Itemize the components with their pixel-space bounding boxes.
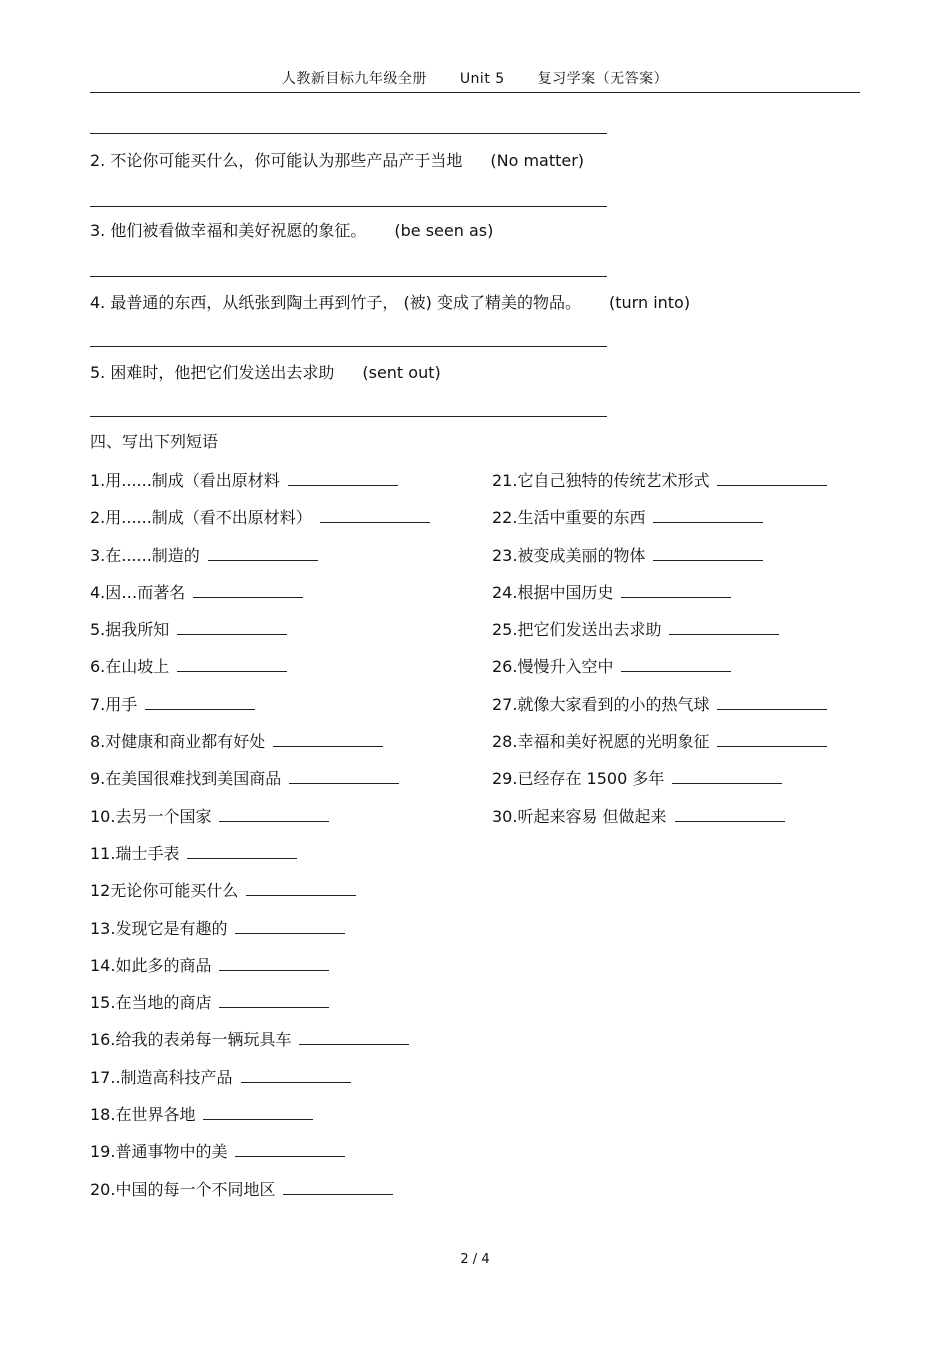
phrase-text: 9.在美国很难找到美国商品 [90, 769, 282, 789]
answer-blank[interactable] [288, 469, 398, 486]
phrase-item [90, 805, 430, 842]
answer-blank[interactable] [145, 693, 255, 710]
phrase-item [90, 991, 430, 1028]
phrase-text: 10.去另一个国家 [90, 806, 212, 826]
translation-item [90, 362, 441, 384]
phrase-text: 17..制造高科技产品 [90, 1067, 233, 1087]
phrase-item [90, 879, 430, 916]
phrase-text: 16.给我的表弟每一辆玩具车 [90, 1030, 292, 1050]
phrase-text: 12无论你可能买什么 [90, 881, 239, 901]
phrase-list-left [90, 469, 430, 1215]
phrase-item [90, 1028, 430, 1065]
phrase-text: 22.生活中重要的东西 [492, 508, 646, 528]
answer-blank[interactable] [717, 693, 827, 710]
phrase-text: 15.在当地的商店 [90, 993, 212, 1013]
phrase-item [90, 730, 430, 767]
answer-line [90, 133, 607, 134]
phrase-text: 6.在山坡上 [90, 657, 170, 677]
phrase-text: 7.用手 [90, 694, 138, 714]
answer-blank[interactable] [717, 469, 827, 486]
phrase-text: 13.发现它是有趣的 [90, 918, 228, 938]
translation-text: 2. 不论你可能买什么，你可能认为那些产品产于当地 [90, 151, 463, 170]
answer-blank[interactable] [672, 767, 782, 784]
phrase-item [90, 1066, 430, 1103]
answer-blank[interactable] [177, 655, 287, 672]
phrase-text: 23.被变成美丽的物体 [492, 545, 646, 565]
answer-line [90, 346, 607, 347]
answer-blank[interactable] [219, 954, 329, 971]
answer-blank[interactable] [273, 730, 383, 747]
phrase-item [492, 655, 827, 692]
phrase-item [90, 1178, 430, 1215]
phrase-text: 29.已经存在 1500 多年 [492, 769, 665, 789]
answer-blank[interactable] [187, 842, 297, 859]
phrase-text: 4.因…而著名 [90, 582, 186, 602]
phrase-item [90, 469, 430, 506]
phrase-text: 28.幸福和美好祝愿的光明象征 [492, 732, 710, 752]
translation-item [90, 150, 584, 172]
answer-blank[interactable] [235, 917, 345, 934]
phrase-text: 5.据我所知 [90, 620, 170, 640]
phrase-item [492, 506, 827, 543]
phrase-text: 30.听起来容易 但做起来 [492, 806, 667, 826]
answer-blank[interactable] [653, 544, 763, 561]
header-title: 人教新目标九年级全册 [281, 71, 427, 87]
phrase-text: 18.在世界各地 [90, 1105, 196, 1125]
translation-text: 4. 最普通的东西，从纸张到陶土再到竹子， (被) 变成了精美的物品。 [90, 293, 582, 312]
phrase-item [90, 917, 430, 954]
answer-blank[interactable] [289, 767, 399, 784]
phrase-item [492, 805, 827, 842]
phrase-text: 24.根据中国历史 [492, 582, 614, 602]
translation-hint: (turn into) [609, 293, 691, 312]
phrase-item [90, 544, 430, 581]
phrase-item [90, 767, 430, 804]
page-number: 2 / 4 [460, 1252, 490, 1267]
phrase-item [492, 469, 827, 506]
phrase-item [492, 767, 827, 804]
phrase-text: 1.用......制成（看出原材料 [90, 471, 280, 490]
phrase-item [90, 1103, 430, 1140]
answer-line [90, 416, 607, 417]
answer-blank[interactable] [193, 581, 303, 598]
answer-blank[interactable] [203, 1103, 313, 1120]
phrase-item [90, 581, 430, 618]
answer-blank[interactable] [177, 618, 287, 635]
answer-blank[interactable] [717, 730, 827, 747]
phrase-text: 25.把它们发送出去求助 [492, 620, 662, 640]
header-subtitle: 复习学案（无答案） [537, 71, 669, 87]
answer-blank[interactable] [299, 1028, 409, 1045]
translation-item [90, 292, 690, 314]
phrase-text: 27.就像大家看到的小的热气球 [492, 694, 710, 714]
translation-hint: (sent out) [362, 363, 441, 382]
phrase-text: 26.慢慢升入空中 [492, 657, 614, 677]
page-header [90, 68, 860, 93]
translation-item [90, 220, 493, 242]
section-title: 四、写出下列短语 [90, 432, 219, 451]
phrase-text: 2.用......制成（看不出原材料） [90, 508, 312, 528]
phrase-item [90, 842, 430, 879]
answer-line [90, 206, 607, 207]
phrase-text: 3.在......制造的 [90, 545, 200, 565]
phrase-text: 11.瑞士手表 [90, 843, 180, 863]
answer-blank[interactable] [669, 618, 779, 635]
translation-text: 3. 他们被看做幸福和美好祝愿的象征。 [90, 221, 367, 240]
answer-blank[interactable] [235, 1140, 345, 1157]
answer-line [90, 276, 607, 277]
translation-text: 5. 困难时，他把它们发送出去求助 [90, 363, 335, 382]
phrase-item [90, 1140, 430, 1177]
phrase-item [90, 954, 430, 991]
phrase-item [492, 581, 827, 618]
answer-blank[interactable] [621, 581, 731, 598]
answer-blank[interactable] [219, 805, 329, 822]
answer-blank[interactable] [675, 805, 785, 822]
phrase-item [90, 506, 430, 543]
translation-hint: (be seen as) [394, 221, 494, 240]
answer-blank[interactable] [246, 879, 356, 896]
phrase-item [492, 544, 827, 581]
answer-blank[interactable] [320, 506, 430, 523]
answer-blank[interactable] [283, 1178, 393, 1195]
phrase-item [90, 655, 430, 692]
answer-blank[interactable] [208, 544, 318, 561]
answer-blank[interactable] [653, 506, 763, 523]
phrase-text: 8.对健康和商业都有好处 [90, 732, 266, 752]
phrase-text: 20.中国的每一个不同地区 [90, 1179, 276, 1199]
answer-blank[interactable] [241, 1066, 351, 1083]
phrase-item [492, 618, 827, 655]
phrase-text: 14.如此多的商品 [90, 955, 212, 975]
phrase-list-right [492, 469, 827, 842]
phrase-item [90, 693, 430, 730]
answer-blank[interactable] [621, 655, 731, 672]
phrase-item [492, 693, 827, 730]
header-unit: Unit 5 [459, 71, 505, 87]
translation-hint: (No matter) [490, 151, 585, 170]
phrase-item [492, 730, 827, 767]
phrase-text: 19.普通事物中的美 [90, 1142, 228, 1162]
answer-blank[interactable] [219, 991, 329, 1008]
phrase-item [90, 618, 430, 655]
phrase-text: 21.它自己独特的传统艺术形式 [492, 471, 710, 490]
